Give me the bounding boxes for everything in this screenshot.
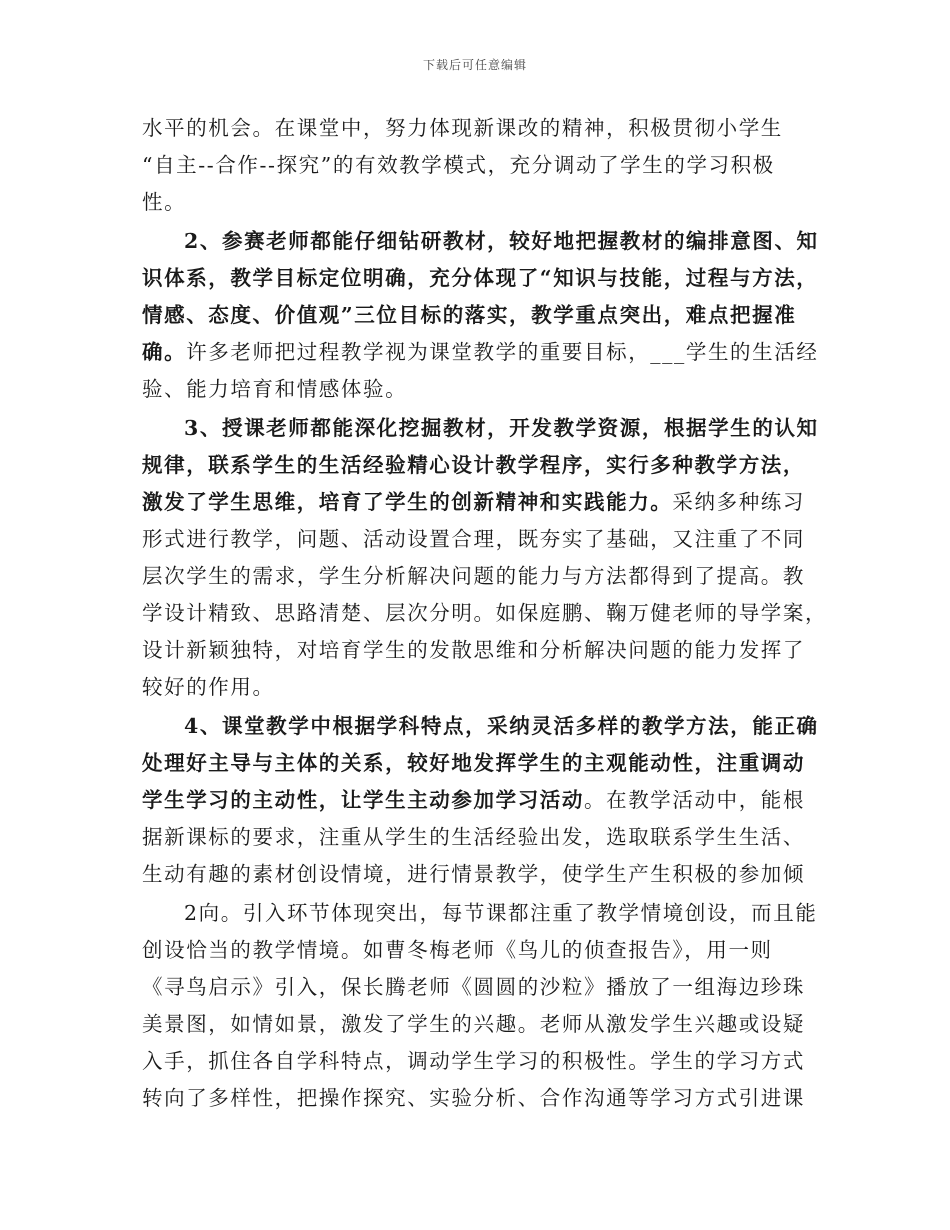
paragraph-4-heading-line: 4、课堂教学中根据学科特点，采纳灵活多样的教学方法，能正确	[184, 714, 819, 738]
text-line: 验、能力培育和情感体验。	[142, 377, 408, 401]
text-line: 水平的机会。在课堂中，努力体现新课改的精神，积极贯彻小学生	[142, 116, 783, 140]
text-line: 入手，抓住各自学科特点，调动学生学习的积极性。学生的学习方式	[142, 1049, 805, 1073]
paragraph-3-heading-line: 3、授课老师都能深化挖掘教材，开发教学资源，根据学生的认知	[184, 416, 819, 440]
text-line: “自主--合作--探究”的有效教学模式，充分调动了学生的学习积极	[142, 153, 775, 177]
text-line: 确。许多老师把过程教学视为课堂教学的重要目标，___学生的生活经	[142, 340, 819, 364]
text-line: 情感、态度、价值观”三位目标的落实，教学重点突出，难点把握准	[142, 303, 797, 327]
text-line: 据新课标的要求，注重从学生的生活经验出发，选取联系学生生活、	[142, 825, 805, 849]
text-line: 识体系，教学目标定位明确，充分体现了“知识与技能，过程与方法，	[142, 266, 819, 290]
text-line: 2向。引入环节体现突出，每节课都注重了教学情境创设，而且能	[184, 901, 818, 925]
text-line: 形式进行教学，问题、活动设置合理，既夯实了基础，又注重了不同	[142, 527, 805, 551]
text-line: 学设计精致、思路清楚、层次分明。如保庭鹏、鞠万健老师的导学案，	[142, 601, 828, 625]
text-line: 转向了多样性，把操作探究、实验分析、合作沟通等学习方式引进课	[142, 1086, 805, 1110]
page-header: 下载后可任意编辑	[422, 58, 527, 72]
text-line: 学生学习的主动性，让学生主动参加学习活动。在教学活动中，能根	[142, 788, 805, 812]
paragraph-2-heading-line: 2、参赛老师都能仔细钻研教材，较好地把握教材的编排意图、知	[184, 229, 819, 253]
text-line: 生动有趣的素材创设情境，进行情景教学，使学生产生积极的参加倾	[142, 862, 805, 886]
text-line: 美景图，如情如景，激发了学生的兴趣。老师从激发学生兴趣或设疑	[142, 1012, 805, 1036]
document-body	[142, 110, 828, 1117]
text-line: 处理好主导与主体的关系，较好地发挥学生的主观能动性，注重调动	[142, 751, 805, 775]
text-line: 《寻鸟启示》引入，保长腾老师《圆圆的沙粒》播放了一组海边珍珠	[142, 975, 805, 999]
text-line: 性。	[142, 190, 187, 214]
text-line: 设计新颖独特，对培育学生的发散思维和分析解决问题的能力发挥了	[142, 638, 805, 662]
text-line: 规律，联系学生的生活经验精心设计教学程序，实行多种教学方法，	[142, 453, 805, 477]
text-line: 创设恰当的教学情境。如曹冬梅老师《鸟儿的侦查报告》，用一则	[142, 938, 773, 962]
text-line: 较好的作用。	[142, 675, 275, 699]
text-line: 层次学生的需求，学生分析解决问题的能力与方法都得到了提高。教	[142, 564, 805, 588]
text-line: 激发了学生思维，培育了学生的创新精神和实践能力。采纳多种练习	[142, 490, 806, 514]
